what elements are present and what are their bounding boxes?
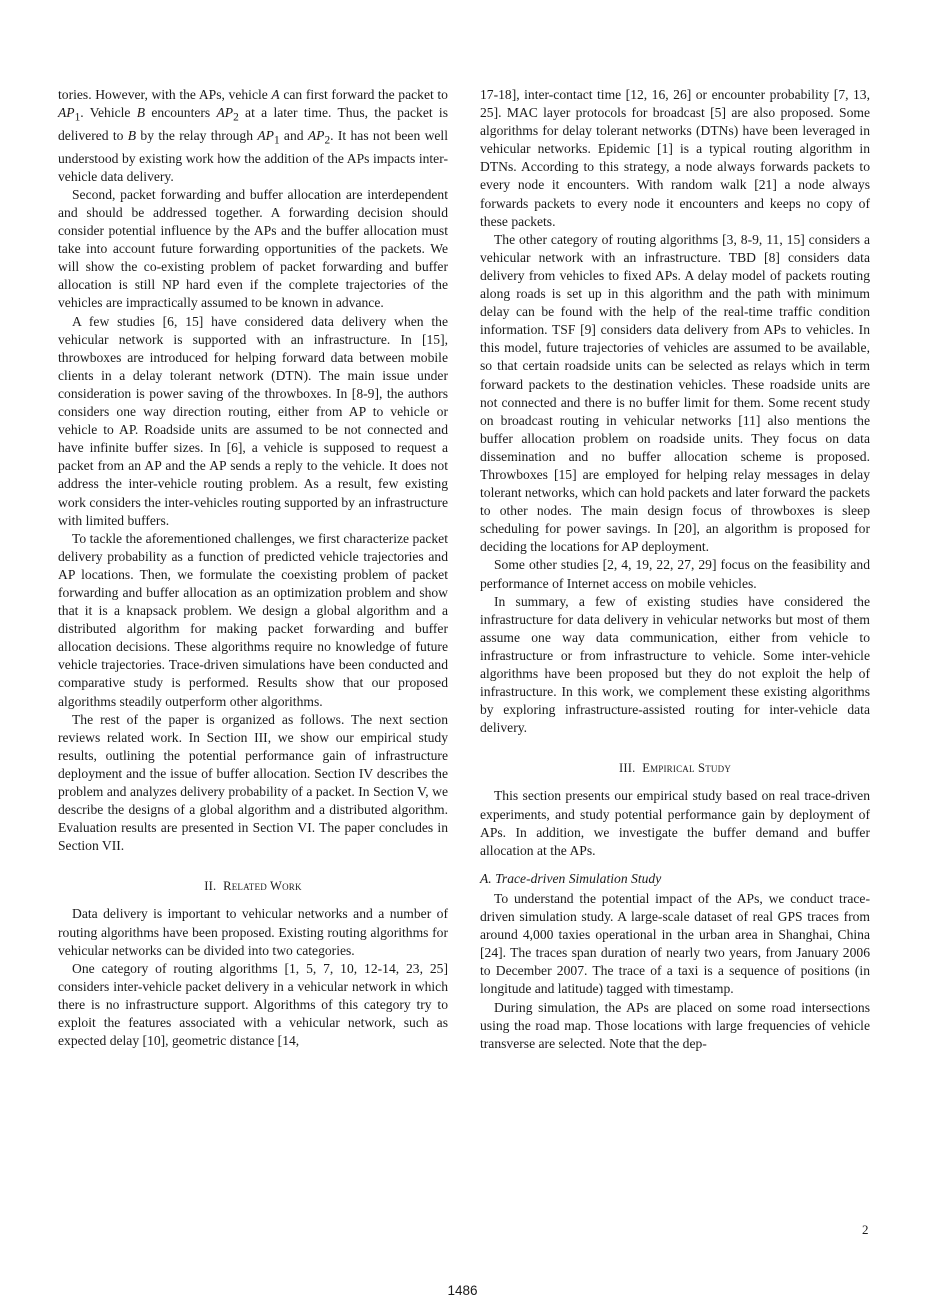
right-column <box>480 86 870 1053</box>
paragraph: Data delivery is important to vehicular networks and a number of routing algorithms have been proposed. Existing routing algorithms for vehicular networks can be divided into two categories. <box>58 906 448 958</box>
paragraph: To tackle the aforementioned challenges, we first characterize packet delivery probability as a function of predicted vehicle trajectories and AP locations. Then, we formulate the coexisting problem of packet forwarding and buffer allocation as an optimization problem and show that it is a knapsack problem. We design a global algorithm and a distributed algorithm for making packet forwarding and buffer allocation decisions. These algorithms require no knowledge of future vehicle trajectories. Trace-driven simulations have been conducted and comparative study is performed. Results show that our proposed algorithms steadily outperform other algorithms. <box>58 530 448 709</box>
left-column <box>58 86 448 1050</box>
paragraph: Second, packet forwarding and buffer allocation are interdependent and should be addressed together. A forwarding decision should consider potential influence by the APs and the buffer allocation must take into account future forwarding opportunities of the packets. We will show the co-existing problem of packet forwarding and buffer allocation is still NP hard even if the complete trajectories of the vehicles are impractically assumed to be known in advance. <box>58 186 448 311</box>
footer-number: 1486 <box>447 1283 478 1298</box>
paragraph: Some other studies [2, 4, 19, 22, 27, 29] focus on the feasibility and performance of Internet access on mobile vehicles. <box>480 557 870 591</box>
section-heading-related-work: II. Related Work <box>204 879 302 894</box>
paragraph: To understand the potential impact of the APs, we conduct trace-driven simulation study. A large-scale dataset of real GPS traces from around 4,000 taxies operational in the urban area in Shanghai, China [24]. The traces span duration of nearly two years, from January 2006 to December 2007. The trace of a taxi is a sequence of positions (in longitude and latitude) tagged with timestamp. <box>480 890 870 997</box>
paragraph: tories. However, with the APs, vehicle A can first forward the packet to $AP_1$. Vehicle B encounters $AP_2$ at a later time. Thus, the packet is delivered to B by the relay through $AP_1$ and $AP_2$. It has not been well understood by existing work how the addition of the APs impacts inter-vehicle data delivery. <box>58 87 448 184</box>
paragraph: During simulation, the APs are placed on some road intersections using the road map. Those locations with large frequencies of vehicle transverse are selected. Note that the dep- <box>480 999 870 1051</box>
paragraph: The other category of routing algorithms [3, 8-9, 11, 15] considers a vehicular network with an infrastructure. TBD [8] considers data delivery from vehicles to fixed APs. A delay model of packets routing along roads is set up in this algorithm and the path with minimum delay can be found with the help of the real-time traffic condition information. TSF [9] considers data delivery from APs to vehicles. In this model, future trajectories of vehicles are assumed to be available, so that certain roadside units can be selected as relays which in term forward packets to the destination vehicles. These roadside units are not connected and there is no buffer limit for them. Some recent study on broadcast routing in vehicular networks [11] also mentions the buffer allocation problem on roadside units. They focus on data dissemination and no buffer allocation scheme is proposed. Throwboxes [15] are employed for helping relay messages in delay tolerant networks, which can hold packets and later forward the packets to other nodes. The main design focus of throwboxes is sleep scheduling for power savings. In [20], an algorithm is proposed for deciding the locations for AP deployment. <box>480 231 870 555</box>
paragraph: One category of routing algorithms [1, 5, 7, 10, 12-14, 23, 25] considers inter-vehicle packet delivery in a vehicular network in which there is no infrastructure support. Algorithms of this category try to exploit the features associated with a vehicular network, such as expected delay [10], geometric distance [14, <box>58 960 448 1049</box>
section-heading-empirical-study: III. Empirical Study <box>618 761 732 776</box>
paragraph: 17-18], inter-contact time [12, 16, 26] or encounter probability [7, 13, 25]. MAC layer protocols for broadcast [5] are also proposed. Some algorithms for delay tolerant networks (DTNs) have been leveraged in vehicular networks. Epidemic [1] is a typical routing algorithm in DTNs. According to this strategy, a node always forwards packets to every node it encounters. With random walk [21] a node always forwards packets to every node it encounters and keeps no copy of these packets. <box>480 87 870 229</box>
paragraph: This section presents our empirical study based on real trace-driven experiments, and study potential performance gain by deployment of APs. In addition, we investigate the buffer demand and buffer allocation at the APs. <box>480 788 870 858</box>
paragraph: The rest of the paper is organized as follows. The next section reviews related work. In Section III, we show our empirical study results, outlining the potential performance gain of infrastructure deployment and the issue of buffer allocation. Section IV describes the problem and analyzes delivery probability of a packet. In Section V, we describe the designs of a global algorithm and a distributed algorithm. Evaluation results are presented in Section VI. The paper concludes in Section VII. <box>58 711 448 854</box>
paragraph: A few studies [6, 15] have considered data delivery when the vehicular network is supported with an infrastructure. In [15], throwboxes are introduced for helping forward data between mobile clients in a delay tolerant network (DTN). The main issue under consideration is power saving of the throwboxes. In [8-9], the authors considers one way direction routing, either from AP to vehicle or vehicle to AP. Roadside units are assumed to be not connected and have infinite buffer sizes. In [6], a vehicle is supposed to request a packet from an AP and the AP sends a reply to the vehicle. It does not address the inter-vehicle routing problem. As a result, few existing work considers the inter-vehicles routing supported by an infrastructure with limited buffers. <box>58 313 448 528</box>
subsection-heading: A. Trace-driven Simulation Study <box>480 870 662 886</box>
page-number: 2 <box>862 1222 869 1237</box>
paragraph: In summary, a few of existing studies have considered the infrastructure for data delivery in vehicular networks but most of them assume one way data communication, either from vehicle to infrastructure or from infrastructure to vehicle. Some inter-vehicle algorithms have been proposed but they do not exploit the help of infrastructure. In this work, we complement these existing algorithms by exploring infrastructure-assisted routing for inter-vehicle data delivery. <box>480 593 870 736</box>
